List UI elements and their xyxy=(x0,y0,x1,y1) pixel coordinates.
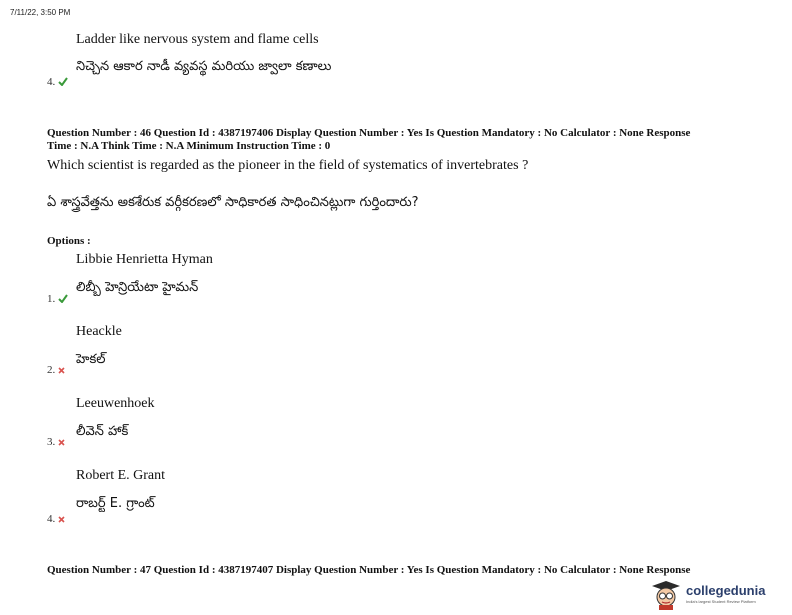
option-4-telugu: రాబర్ట్ E. గ్రాంట్ xyxy=(76,496,155,511)
logo-name: collegedunia xyxy=(686,583,766,598)
cross-icon xyxy=(58,439,65,446)
mascot-icon xyxy=(648,580,684,610)
prev-option-number xyxy=(47,76,68,88)
question-text-english: Which scientist is regarded as the pioneer in the field of systematics of invertebrates ? xyxy=(47,158,529,173)
option-3-english: Leeuwenhoek xyxy=(76,396,155,411)
option-number-label: 4. xyxy=(47,513,56,525)
option-2-english: Heackle xyxy=(76,324,122,339)
option-number-label: 2. xyxy=(47,364,56,376)
prev-option-english: Ladder like nervous system and flame cells xyxy=(76,32,319,47)
checkmark-icon xyxy=(58,294,68,303)
option-1-english: Libbie Henrietta Hyman xyxy=(76,252,213,267)
question-text-telugu: ఏ శాస్త్రవేత్తను అకశేరుక వర్గీకరణలో సాధికారత సాధించినట్లుగా గుర్తిందారు? xyxy=(47,195,419,210)
option-4-number xyxy=(47,513,65,525)
logo-tagline: India's largest Student Review Platform xyxy=(686,599,756,604)
options-label: Options : xyxy=(47,235,91,247)
collegedunia-logo xyxy=(648,580,792,612)
question-meta-line-2: Time : N.A Think Time : N.A Minimum Instruction Time : 0 xyxy=(47,140,331,152)
prev-option-telugu: నిచ్చెన ఆకార నాడీ వ్యవస్థ మరియు జ్వాలా కణాలు xyxy=(76,59,332,74)
option-4-english: Robert E. Grant xyxy=(76,468,166,483)
option-3-telugu: లీవెన్ హాక్ xyxy=(76,424,129,439)
next-question-meta-line-1: Question Number : 47 Question Id : 4387197407 Display Question Number : Yes Is Question Mandatory : No Calculator : None Response xyxy=(47,564,691,576)
question-meta-line-1: Question Number : 46 Question Id : 4387197406 Display Question Number : Yes Is Question Mandatory : No Calculator : None Response xyxy=(47,127,691,139)
cross-icon xyxy=(58,516,65,523)
checkmark-icon xyxy=(58,77,68,86)
option-number-label: 4. xyxy=(47,76,56,88)
option-1-number xyxy=(47,293,68,305)
option-1-telugu: లిబ్బీ హెన్రియేటా హైమన్ xyxy=(76,280,199,295)
option-3-number xyxy=(47,436,65,448)
option-number-label: 3. xyxy=(47,436,56,448)
option-2-telugu: హెకల్ xyxy=(76,352,106,367)
cross-icon xyxy=(58,367,65,374)
option-number-label: 1. xyxy=(47,293,56,305)
print-timestamp: 7/11/22, 3:50 PM xyxy=(10,8,71,17)
option-2-number xyxy=(47,364,65,376)
